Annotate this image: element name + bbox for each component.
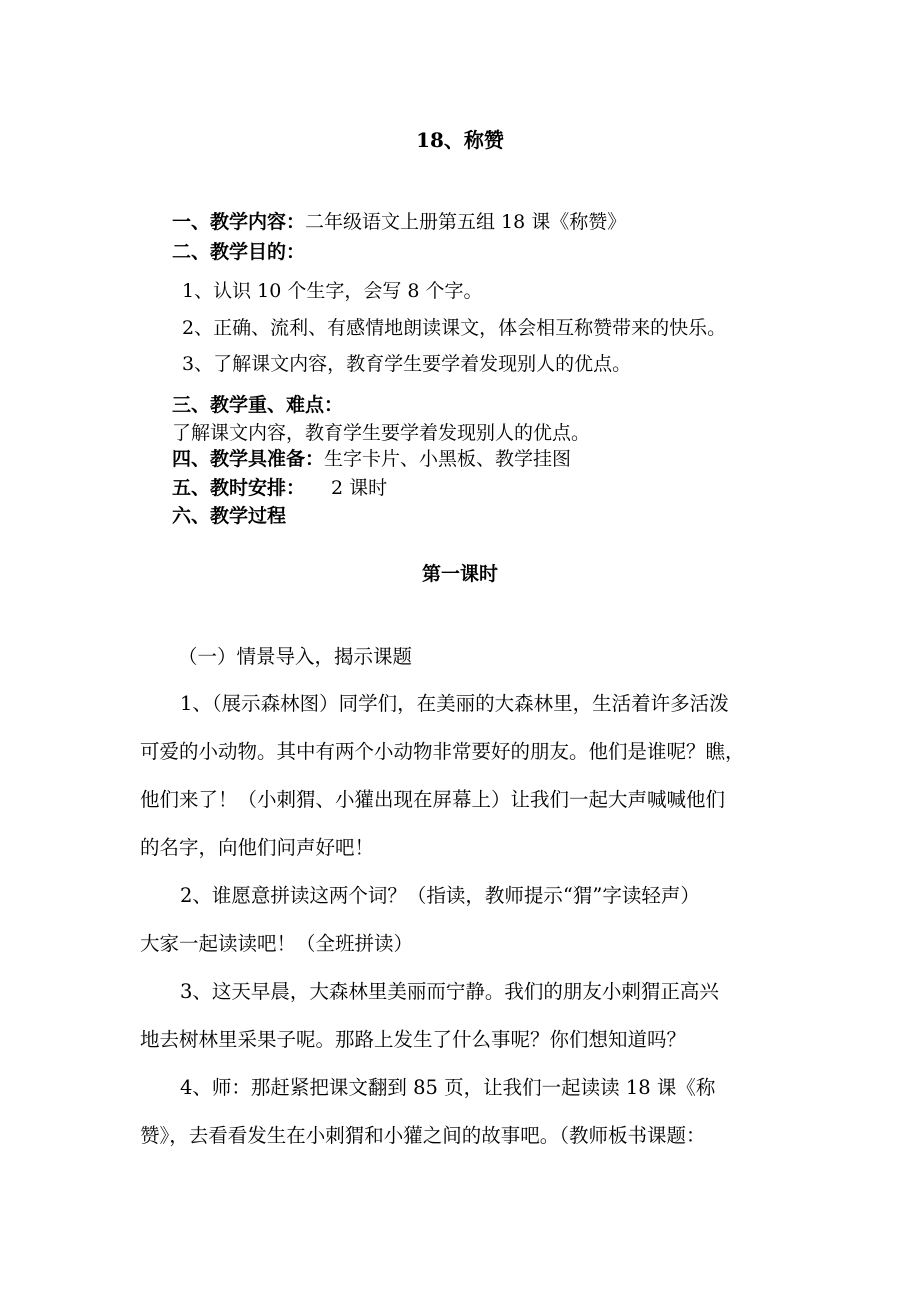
paragraph-4: [140, 1064, 790, 1160]
paragraph-line: 1、（展示森林图）同学们，在美丽的大森林里，生活着许多活泼: [180, 692, 729, 715]
goal-item: 1、认识 10 个生字，会写 8 个字。: [182, 280, 483, 302]
paragraph-line: 可爱的小动物。其中有两个小动物非常要好的朋友。他们是谁呢？瞧，: [140, 740, 745, 763]
section-keypoints: [172, 393, 343, 417]
lesson-title: 第一课时: [421, 563, 498, 585]
part-heading: （一）情景导入，揭示课题: [178, 645, 413, 668]
section-materials-label: 四、教学具准备：: [172, 448, 325, 470]
section-content-label: 一、教学内容：: [172, 211, 306, 233]
section-process: [172, 504, 286, 528]
section-process-label: 六、教学过程: [172, 505, 287, 527]
paragraph-2: [140, 872, 790, 968]
paragraph-line: 赞》，去看看发生在小刺猬和小獾之间的故事吧。（教师板书课题：: [140, 1124, 706, 1147]
document-title: 18、称赞: [416, 128, 504, 152]
section-schedule-value: 2 课时: [331, 477, 388, 499]
goal-item: 2、正确、流利、有感情地朗读课文，体会相互称赞带来的快乐。: [182, 317, 727, 339]
section-content-value: 二年级语文上册第五组 18 课《称赞》: [305, 211, 627, 233]
paragraph-line: 2、谁愿意拼读这两个词？（指读，教师提示“猬”字读轻声）: [180, 884, 700, 907]
paragraph-1: [140, 680, 790, 872]
section-keypoints-value: 了解课文内容，教育学生要学着发现别人的优点。: [172, 422, 591, 444]
section-goals-label: 二、教学目的：: [172, 241, 306, 263]
paragraph-line: 3、这天早晨，大森林里美丽而宁静。我们的朋友小刺猬正高兴: [180, 980, 719, 1003]
paragraph-line: 大家一起读读吧！（全班拼读）: [140, 932, 414, 955]
goal-item: 3、了解课文内容，教育学生要学着发现别人的优点。: [182, 353, 632, 375]
section-schedule: [172, 476, 387, 500]
section-materials-value: 生字卡片、小黑板、教学挂图: [324, 448, 572, 470]
section-content: [172, 210, 626, 234]
section-materials: [172, 447, 571, 471]
section-goals: [172, 240, 305, 264]
paragraph-line: 他们来了！（小刺猬、小獾出现在屏幕上）让我们一起大声喊喊他们: [140, 788, 726, 811]
paragraph-line: 地去树林里采果子呢。那路上发生了什么事呢？你们想知道吗？: [140, 1028, 687, 1051]
section-schedule-label: 五、教时安排：: [172, 477, 306, 499]
section-keypoints-label: 三、教学重、难点：: [172, 394, 344, 416]
paragraph-line: 的名字，向他们问声好吧！: [140, 836, 375, 859]
paragraph-line: 4、师：那赶紧把课文翻到 85 页，让我们一起读读 18 课《称: [180, 1076, 716, 1099]
paragraph-3: [140, 968, 790, 1064]
